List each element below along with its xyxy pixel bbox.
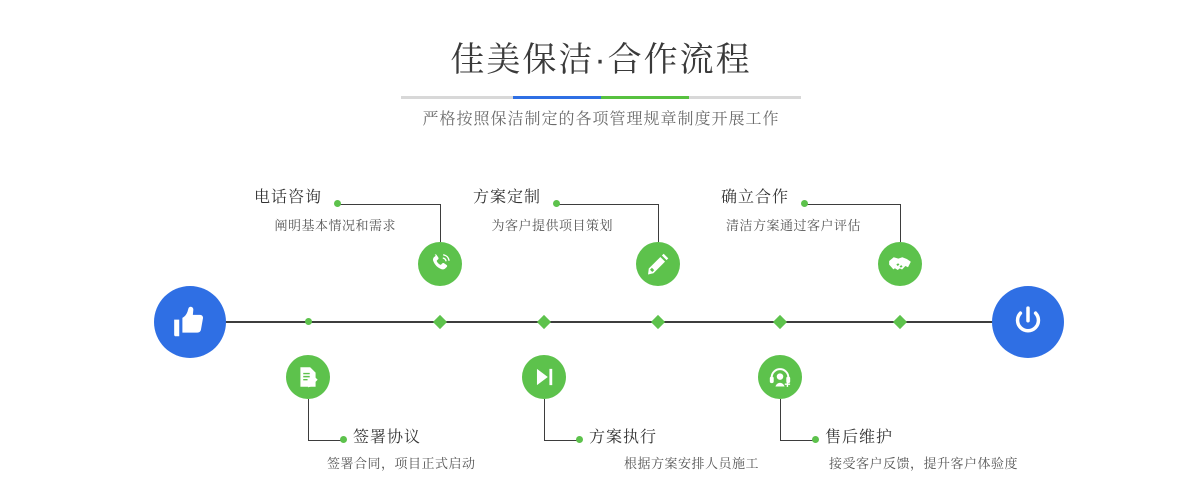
- step-3-title: 方案定制: [472, 189, 541, 206]
- step-5-connector-horizontal: [806, 204, 900, 205]
- divider-segment-green: [601, 96, 689, 99]
- step-3-connector-dot: [553, 200, 560, 207]
- power-icon: [1009, 303, 1047, 341]
- axis-marker-step-4: [537, 315, 551, 329]
- axis-marker-step-1: [433, 315, 447, 329]
- step-6-desc: 接受客户反馈，提升客户体验度: [829, 456, 1019, 471]
- step-3-node: [636, 242, 680, 286]
- step-4-connector-dot: [576, 436, 583, 443]
- divider-segment-blue: [513, 96, 601, 99]
- step-5-title: 确立合作: [720, 189, 789, 206]
- document-edit-icon: [295, 364, 321, 390]
- step-4-connector-horizontal: [544, 440, 578, 441]
- pen-ruler-icon: [645, 251, 671, 277]
- step-2-connector-horizontal: [308, 440, 342, 441]
- page-title: 佳美保洁·合作流程: [450, 41, 752, 79]
- step-2-desc: 签署合同，项目正式启动: [327, 456, 476, 471]
- step-4-connector-vertical: [544, 399, 545, 440]
- step-6-node: [758, 355, 802, 399]
- handshake-icon: [887, 251, 913, 277]
- thumbs-up-icon: [171, 303, 209, 341]
- headset-add-icon: [767, 364, 793, 390]
- axis-marker-step-3: [651, 315, 665, 329]
- step-4-title: 方案执行: [589, 429, 658, 446]
- end-endpoint: [992, 286, 1064, 358]
- start-endpoint: [154, 286, 226, 358]
- step-2-connector-dot: [340, 436, 347, 443]
- step-1-desc: 阐明基本情况和需求: [274, 218, 396, 233]
- step-2-title: 签署协议: [353, 429, 422, 446]
- step-5-node: [878, 242, 922, 286]
- step-1-connector-horizontal: [338, 204, 440, 205]
- step-5-desc: 清洁方案通过客户评估: [725, 218, 861, 233]
- step-1-node: [418, 242, 462, 286]
- step-5-connector-dot: [801, 200, 808, 207]
- axis-marker-step-6: [773, 315, 787, 329]
- axis-marker-step-5: [893, 315, 907, 329]
- step-6-title: 售后维护: [825, 429, 894, 446]
- step-6-connector-horizontal: [780, 440, 814, 441]
- step-3-connector-horizontal: [558, 204, 658, 205]
- title-divider: [401, 96, 801, 99]
- step-1-connector-dot: [334, 200, 341, 207]
- step-4-desc: 根据方案安排人员施工: [624, 456, 760, 471]
- step-1-title: 电话咨询: [253, 189, 322, 206]
- page-subtitle: 严格按照保洁制定的各项管理规章制度开展工作: [422, 111, 780, 128]
- step-3-desc: 为客户提供项目策划: [491, 218, 613, 233]
- step-5-connector-vertical: [900, 204, 901, 242]
- phone-ring-icon: [427, 251, 453, 277]
- step-4-node: [522, 355, 566, 399]
- step-2-connector-vertical: [308, 399, 309, 440]
- play-step-icon: [531, 364, 557, 390]
- step-6-connector-vertical: [780, 399, 781, 440]
- step-6-connector-dot: [812, 436, 819, 443]
- step-2-node: [286, 355, 330, 399]
- step-1-connector-vertical: [440, 204, 441, 242]
- axis-marker-step-2: [305, 318, 312, 325]
- step-3-connector-vertical: [658, 204, 659, 242]
